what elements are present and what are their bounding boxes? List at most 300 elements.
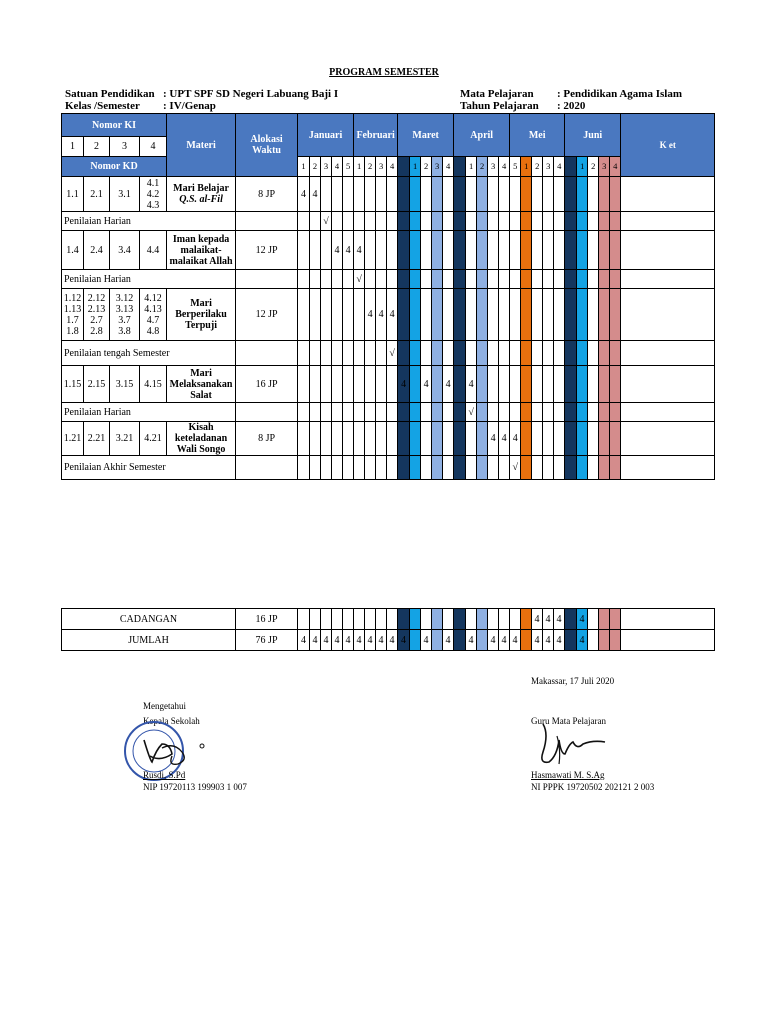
week-cell xyxy=(298,422,310,456)
week-cell xyxy=(310,212,321,231)
kd-row xyxy=(62,289,715,341)
week-number: 3 xyxy=(376,157,387,177)
week-cell xyxy=(443,231,454,270)
week-number: 3 xyxy=(543,157,554,177)
week-cell xyxy=(521,456,532,480)
week-cell xyxy=(565,403,577,422)
week-cell xyxy=(454,403,466,422)
week-number: 1 xyxy=(410,157,421,177)
ket-cell xyxy=(621,366,715,403)
week-number: 2 xyxy=(588,157,599,177)
week-cell xyxy=(532,456,543,480)
week-cell xyxy=(376,270,387,289)
month-header: Februari xyxy=(354,114,398,157)
materi-cell xyxy=(167,289,236,341)
week-cell xyxy=(554,341,565,366)
kd-number: 2.12 2.13 2.7 2.8 xyxy=(84,289,110,341)
week-number: 5 xyxy=(510,157,521,177)
week-cell xyxy=(554,289,565,341)
week-number: 1 xyxy=(577,157,588,177)
week-cell xyxy=(610,289,621,341)
week-cell xyxy=(488,231,499,270)
week-number: 2 xyxy=(365,157,376,177)
week-cell xyxy=(543,422,554,456)
week-cell xyxy=(588,177,599,212)
kd-number: 4.1 4.2 4.3 xyxy=(140,177,167,212)
week-cell xyxy=(477,609,488,630)
week-cell: 4 xyxy=(332,630,343,651)
week-cell xyxy=(421,177,432,212)
week-cell xyxy=(398,341,410,366)
right-sign-line1: Guru Mata Pelajaran xyxy=(531,716,606,726)
week-cell xyxy=(521,341,532,366)
week-cell xyxy=(454,366,466,403)
kd-number: 4.15 xyxy=(140,366,167,403)
week-cell: 4 xyxy=(343,231,354,270)
week-cell xyxy=(499,341,510,366)
document-title: PROGRAM SEMESTER xyxy=(329,67,439,78)
week-cell xyxy=(588,289,599,341)
week-cell xyxy=(565,289,577,341)
satuan-value: : UPT SPF SD Negeri Labuang Baji I xyxy=(163,88,339,100)
kd-number: 3.4 xyxy=(110,231,140,270)
week-cell: 4 xyxy=(332,231,343,270)
week-cell xyxy=(477,289,488,341)
week-cell xyxy=(365,609,376,630)
week-cell xyxy=(298,270,310,289)
week-cell xyxy=(477,231,488,270)
right-sign-nip: NI PPPK 19720502 202121 2 003 xyxy=(531,782,655,792)
alokasi-cell xyxy=(236,456,298,480)
week-cell: 4 xyxy=(387,289,398,341)
week-cell xyxy=(332,403,343,422)
week-cell: 4 xyxy=(466,366,477,403)
week-cell: 4 xyxy=(376,630,387,651)
week-cell xyxy=(387,366,398,403)
week-cell xyxy=(354,456,365,480)
week-cell xyxy=(410,366,421,403)
week-cell xyxy=(398,231,410,270)
week-cell xyxy=(454,630,466,651)
week-cell xyxy=(521,289,532,341)
week-cell xyxy=(599,177,610,212)
assessment-row xyxy=(62,212,715,231)
week-cell xyxy=(521,366,532,403)
week-cell xyxy=(343,289,354,341)
week-cell xyxy=(543,177,554,212)
week-cell xyxy=(454,456,466,480)
week-cell xyxy=(477,341,488,366)
week-cell xyxy=(466,456,477,480)
week-cell: √ xyxy=(466,403,477,422)
week-cell xyxy=(332,609,343,630)
summary-row xyxy=(62,609,715,630)
week-cell xyxy=(421,270,432,289)
week-cell xyxy=(410,609,421,630)
week-cell xyxy=(410,341,421,366)
week-cell xyxy=(332,212,343,231)
week-cell xyxy=(310,609,321,630)
materi-title: Kisah keteladanan Wali Songo xyxy=(174,422,228,455)
assessment-label: Penilaian Harian xyxy=(62,403,236,422)
week-cell xyxy=(432,212,443,231)
week-cell xyxy=(343,609,354,630)
week-cell xyxy=(432,270,443,289)
week-cell xyxy=(321,341,332,366)
week-cell xyxy=(610,212,621,231)
week-cell xyxy=(521,231,532,270)
week-cell xyxy=(298,366,310,403)
week-cell xyxy=(443,212,454,231)
week-number: 5 xyxy=(343,157,354,177)
month-header: Juni xyxy=(565,114,621,157)
alokasi-cell xyxy=(236,270,298,289)
week-cell xyxy=(354,403,365,422)
week-cell xyxy=(521,609,532,630)
assessment-row xyxy=(62,270,715,289)
alokasi-cell xyxy=(236,403,298,422)
materi-subtitle: Q.S. al-Fil xyxy=(179,194,223,205)
week-number: 1 xyxy=(466,157,477,177)
week-cell xyxy=(398,270,410,289)
week-cell xyxy=(577,366,588,403)
week-cell xyxy=(332,422,343,456)
mapel-value: : Pendidikan Agama Islam xyxy=(557,88,682,100)
ket-cell xyxy=(621,403,715,422)
week-cell xyxy=(499,231,510,270)
week-cell xyxy=(543,366,554,403)
week-cell xyxy=(477,177,488,212)
week-cell: 4 xyxy=(298,177,310,212)
week-cell xyxy=(510,212,521,231)
week-cell xyxy=(488,270,499,289)
week-cell xyxy=(321,177,332,212)
week-cell xyxy=(466,289,477,341)
week-cell xyxy=(521,422,532,456)
summary-label: CADANGAN xyxy=(62,609,236,630)
week-cell xyxy=(365,177,376,212)
week-cell xyxy=(577,403,588,422)
week-cell xyxy=(554,422,565,456)
week-cell xyxy=(398,609,410,630)
week-cell xyxy=(387,609,398,630)
kelas-label: Kelas /Semester xyxy=(65,100,140,112)
ki-number: 2 xyxy=(84,137,110,157)
ket-cell xyxy=(621,609,715,630)
kd-number: 3.15 xyxy=(110,366,140,403)
week-cell xyxy=(421,403,432,422)
week-cell xyxy=(532,422,543,456)
alokasi-cell xyxy=(236,212,298,231)
week-cell xyxy=(588,403,599,422)
kd-number: 3.21 xyxy=(110,422,140,456)
week-cell xyxy=(554,366,565,403)
week-cell xyxy=(310,403,321,422)
kelas-value: : IV/Genap xyxy=(163,100,216,112)
week-cell xyxy=(488,289,499,341)
week-cell xyxy=(343,212,354,231)
week-cell xyxy=(532,212,543,231)
kd-number: 2.4 xyxy=(84,231,110,270)
kd-number: 4.4 xyxy=(140,231,167,270)
week-cell xyxy=(466,609,477,630)
kd-row xyxy=(62,177,715,212)
week-number: 4 xyxy=(610,157,621,177)
week-cell: 4 xyxy=(421,630,432,651)
summary-row xyxy=(62,630,715,651)
kd-row xyxy=(62,231,715,270)
week-cell xyxy=(488,609,499,630)
week-cell xyxy=(588,212,599,231)
week-cell xyxy=(365,366,376,403)
week-cell: 4 xyxy=(354,630,365,651)
week-cell xyxy=(454,422,466,456)
week-cell xyxy=(410,177,421,212)
week-cell xyxy=(543,456,554,480)
materi-title: Mari Berperilaku Terpuji xyxy=(175,298,227,331)
ki-number: 3 xyxy=(110,137,140,157)
ket-cell xyxy=(621,212,715,231)
week-number: 2 xyxy=(477,157,488,177)
week-cell xyxy=(466,270,477,289)
kd-row xyxy=(62,366,715,403)
week-cell xyxy=(332,366,343,403)
materi-cell xyxy=(167,366,236,403)
week-cell xyxy=(477,422,488,456)
week-cell xyxy=(565,212,577,231)
kd-number: 4.21 xyxy=(140,422,167,456)
week-cell: 4 xyxy=(543,609,554,630)
week-cell xyxy=(398,289,410,341)
week-cell xyxy=(599,341,610,366)
week-cell: √ xyxy=(354,270,365,289)
week-cell xyxy=(599,270,610,289)
week-cell xyxy=(410,403,421,422)
week-number: 1 xyxy=(521,157,532,177)
week-cell: 4 xyxy=(488,422,499,456)
week-cell xyxy=(599,366,610,403)
left-sign-nip: NIP 19720113 199903 1 007 xyxy=(143,782,247,792)
week-cell xyxy=(532,403,543,422)
week-cell xyxy=(298,609,310,630)
week-cell: √ xyxy=(321,212,332,231)
kd-number: 1.1 xyxy=(62,177,84,212)
week-cell xyxy=(398,456,410,480)
ket-cell xyxy=(621,177,715,212)
week-cell xyxy=(432,177,443,212)
week-cell xyxy=(410,422,421,456)
week-cell xyxy=(432,630,443,651)
assessment-label: Penilaian Akhir Semester xyxy=(62,456,236,480)
week-cell: √ xyxy=(510,456,521,480)
week-cell xyxy=(387,212,398,231)
week-cell xyxy=(343,403,354,422)
week-cell xyxy=(443,341,454,366)
week-cell xyxy=(510,270,521,289)
alokasi-cell: 8 JP xyxy=(236,422,298,456)
week-cell: 4 xyxy=(554,609,565,630)
assessment-label: Penilaian Harian xyxy=(62,212,236,231)
week-cell xyxy=(510,609,521,630)
week-cell xyxy=(398,177,410,212)
nomor-ki-header: Nomor KI xyxy=(62,114,167,137)
week-number: 4 xyxy=(499,157,510,177)
left-sign-name: Rusdi, S.Pd xyxy=(143,770,186,780)
week-cell xyxy=(343,366,354,403)
week-cell xyxy=(565,270,577,289)
week-cell xyxy=(310,341,321,366)
week-cell xyxy=(532,177,543,212)
week-cell xyxy=(521,212,532,231)
week-cell xyxy=(321,456,332,480)
week-cell xyxy=(466,231,477,270)
week-cell xyxy=(421,212,432,231)
week-cell xyxy=(521,177,532,212)
week-cell: 4 xyxy=(443,366,454,403)
week-cell xyxy=(432,609,443,630)
week-cell: 4 xyxy=(398,366,410,403)
assessment-label: Penilaian tengah Semester xyxy=(62,341,236,366)
week-cell xyxy=(466,177,477,212)
week-cell xyxy=(376,341,387,366)
week-number: 1 xyxy=(298,157,310,177)
week-cell xyxy=(298,456,310,480)
week-cell xyxy=(577,341,588,366)
week-cell: √ xyxy=(387,341,398,366)
nomor-kd-header: Nomor KD xyxy=(62,157,167,177)
week-number: 4 xyxy=(554,157,565,177)
week-cell xyxy=(343,270,354,289)
week-cell xyxy=(421,456,432,480)
week-cell: 4 xyxy=(543,630,554,651)
week-cell xyxy=(488,456,499,480)
week-cell xyxy=(499,177,510,212)
week-cell xyxy=(387,231,398,270)
week-cell: 4 xyxy=(298,630,310,651)
week-number xyxy=(454,157,466,177)
week-cell: 4 xyxy=(499,630,510,651)
week-number: 3 xyxy=(599,157,610,177)
week-cell xyxy=(321,366,332,403)
week-cell xyxy=(454,212,466,231)
kd-number: 3.12 3.13 3.7 3.8 xyxy=(110,289,140,341)
week-cell xyxy=(332,341,343,366)
week-cell xyxy=(454,609,466,630)
week-cell: 4 xyxy=(466,630,477,651)
week-cell xyxy=(432,289,443,341)
week-cell xyxy=(577,231,588,270)
week-cell: 4 xyxy=(421,366,432,403)
week-cell xyxy=(554,177,565,212)
week-cell xyxy=(454,289,466,341)
week-cell xyxy=(521,270,532,289)
materi-header: Materi xyxy=(167,114,236,177)
week-cell xyxy=(298,212,310,231)
week-cell xyxy=(332,289,343,341)
month-header: Mei xyxy=(510,114,565,157)
week-number xyxy=(398,157,410,177)
week-cell xyxy=(554,456,565,480)
week-cell xyxy=(443,289,454,341)
week-cell xyxy=(365,341,376,366)
week-cell xyxy=(499,456,510,480)
week-cell xyxy=(387,270,398,289)
week-cell: 4 xyxy=(554,630,565,651)
week-cell xyxy=(365,456,376,480)
assessment-row xyxy=(62,403,715,422)
week-cell: 4 xyxy=(365,289,376,341)
alokasi-cell xyxy=(236,341,298,366)
week-cell xyxy=(610,270,621,289)
summary-table xyxy=(61,608,715,651)
week-cell xyxy=(532,341,543,366)
week-cell xyxy=(577,177,588,212)
assessment-label: Penilaian Harian xyxy=(62,270,236,289)
ket-cell xyxy=(621,341,715,366)
week-cell xyxy=(488,212,499,231)
tahun-label: Tahun Pelajaran xyxy=(460,100,539,112)
right-sign-name: Hasmawati M. S.Ag xyxy=(531,770,605,780)
week-cell xyxy=(565,422,577,456)
week-cell xyxy=(365,212,376,231)
materi-cell xyxy=(167,177,236,212)
week-cell: 4 xyxy=(443,630,454,651)
week-number: 3 xyxy=(488,157,499,177)
week-cell xyxy=(565,609,577,630)
week-number: 4 xyxy=(387,157,398,177)
week-cell xyxy=(398,422,410,456)
week-cell xyxy=(354,422,365,456)
summary-label: JUMLAH xyxy=(62,630,236,651)
week-cell xyxy=(499,212,510,231)
week-cell xyxy=(443,403,454,422)
week-cell xyxy=(443,609,454,630)
week-cell xyxy=(443,177,454,212)
week-cell xyxy=(421,231,432,270)
week-cell xyxy=(343,422,354,456)
week-cell xyxy=(310,289,321,341)
kd-row xyxy=(62,422,715,456)
week-cell xyxy=(543,289,554,341)
kd-number: 2.15 xyxy=(84,366,110,403)
week-cell xyxy=(610,630,621,651)
week-cell xyxy=(543,231,554,270)
week-cell xyxy=(310,456,321,480)
week-cell xyxy=(432,341,443,366)
week-cell xyxy=(599,609,610,630)
week-cell xyxy=(588,341,599,366)
week-cell xyxy=(376,177,387,212)
week-cell xyxy=(432,231,443,270)
week-cell xyxy=(354,177,365,212)
week-cell xyxy=(499,403,510,422)
summary-alokasi: 76 JP xyxy=(236,630,298,651)
week-cell xyxy=(577,212,588,231)
week-cell xyxy=(410,456,421,480)
alokasi-cell: 12 JP xyxy=(236,231,298,270)
week-cell xyxy=(610,403,621,422)
week-cell xyxy=(376,366,387,403)
week-cell xyxy=(398,212,410,231)
week-cell xyxy=(298,341,310,366)
week-cell xyxy=(454,270,466,289)
week-cell xyxy=(365,422,376,456)
week-cell xyxy=(577,422,588,456)
week-cell xyxy=(599,289,610,341)
week-cell xyxy=(454,341,466,366)
alokasi-header: Alokasi Waktu xyxy=(236,114,298,177)
week-cell xyxy=(521,630,532,651)
